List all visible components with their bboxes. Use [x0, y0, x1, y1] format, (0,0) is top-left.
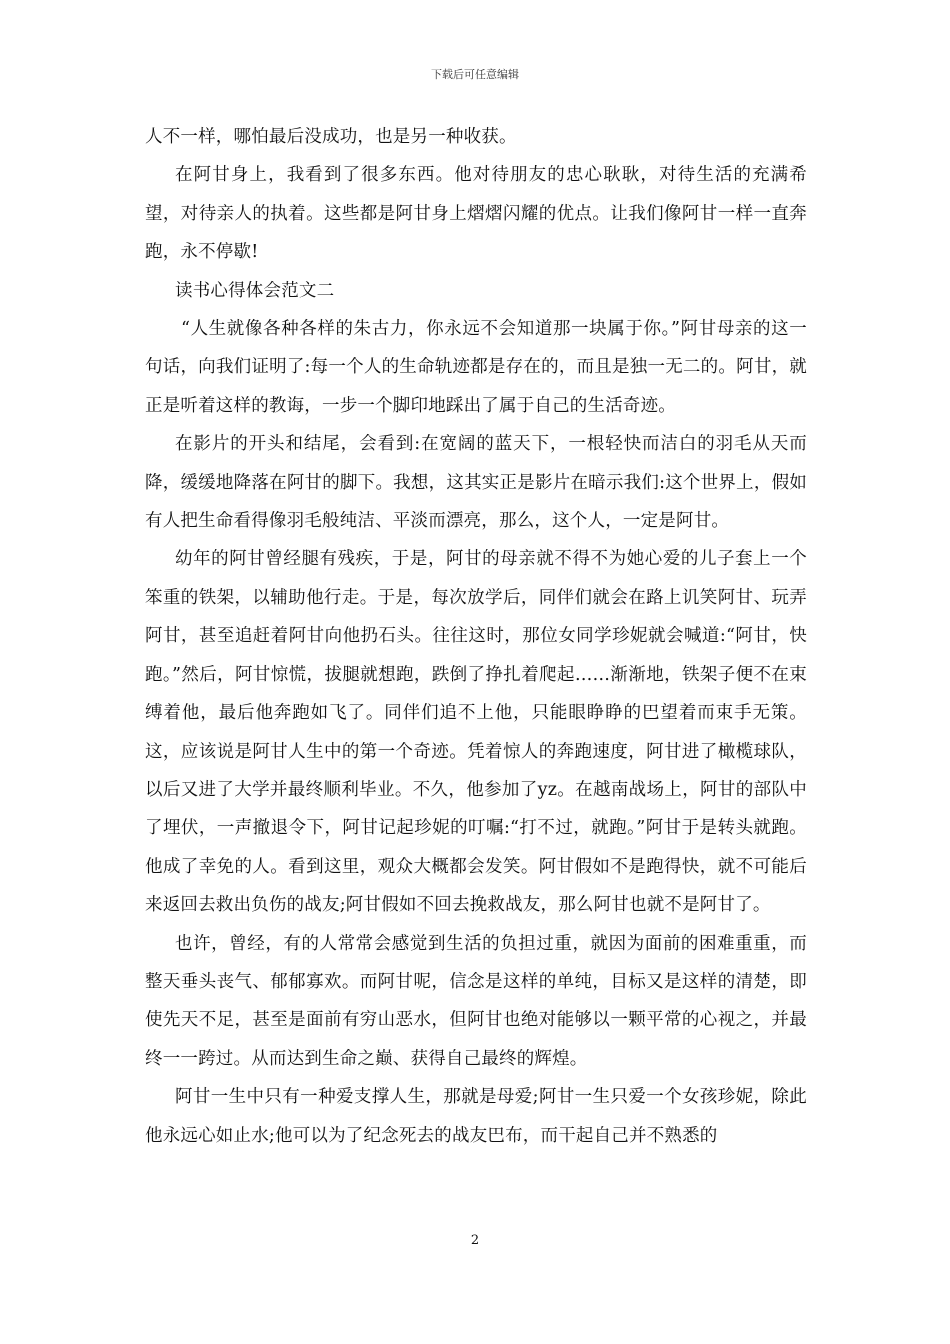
paragraph-childhood: 幼年的阿甘曾经腿有残疾，于是，阿甘的母亲就不得不为她心爱的儿子套上一个笨重的铁架，以辅助他行走。于是，每次放学后，同伴们就会在路上讥笑阿甘、玩弄阿甘，甚至追赶着阿甘向他扔石头。往往这时，那位女同学珍妮就会喊道:“阿甘，快跑。”然后，阿甘惊慌，拔腿就想跑，跌倒了挣扎着爬起……渐渐地，铁架子便不在束缚着他，最后他奔跑如飞了。同伴们追不上他，只能眼睁睁的巴望着而束手无策。这，应该说是阿甘人生中的第一个奇迹。凭着惊人的奔跑速度，阿甘进了橄榄球队，以后又进了大学并最终顺利毕业。不久，他参加了yz。在越南战场上，阿甘的部队中了埋伏，一声撤退令下，阿甘记起珍妮的叮嘱:“打不过，就跑。”阿甘于是转头就跑。他成了幸免的人。看到这里，观众大概都会发笑。阿甘假如不是跑得快，就不可能后来返回去救出负伤的战友;阿甘假如不回去挽救战友，那么阿甘也就不是阿甘了。 [145, 549, 807, 916]
document-body [145, 118, 807, 1155]
paragraph-belief: 也许，曾经，有的人常常会感觉到生活的负担过重，就因为面前的困难重重，而整天垂头丧气、郁郁寡欢。而阿甘呢，信念是这样的单纯，目标又是这样的清楚，即使先天不足，甚至是面前有穷山恶水，但阿甘也绝对能够以一颗平常的心视之，并最终一一跨过。从而达到生命之巅、获得自己最终的辉煌。 [145, 933, 807, 1069]
paragraph-continuation: 人不一样，哪怕最后没成功，也是另一种收获。 [145, 127, 517, 147]
paragraph-gump-virtues: 在阿甘身上，我看到了很多东西。他对待朋友的忠心耿耿，对待生活的充满希望，对待亲人的执着。这些都是阿甘身上熠熠闪耀的优点。让我们像阿甘一样一直奔跑，永不停歇! [145, 165, 807, 263]
paragraph-chocolate-quote: “人生就像各种各样的朱古力，你永远不会知道那一块属于你。”阿甘母亲的这一句话，向我们证明了:每一个人的生命轨迹都是存在的，而且是独一无二的。阿甘，就正是听着这样的教诲，一步一个脚印地踩出了属于自己的生活奇迹。 [145, 319, 807, 416]
page-header: 下载后可任意编辑 [431, 68, 519, 81]
section-heading: 读书心得体会范文二 [175, 280, 335, 301]
page-number: 2 [470, 1233, 480, 1248]
paragraph-feather: 在影片的开头和结尾，会看到:在宽阔的蓝天下，一根轻快而洁白的羽毛从天而降，缓缓地降落在阿甘的脚下。我想，这其实正是影片在暗示我们:这个世界上，假如有人把生命看得像羽毛般纯洁、平淡而漂亮，那么，这个人，一定是阿甘。 [145, 434, 807, 532]
paragraph-love: 阿甘一生中只有一种爱支撑人生，那就是母爱;阿甘一生只爱一个女孩珍妮，除此他永远心如止水;他可以为了纪念死去的战友巴布，而干起自己并不熟悉的 [145, 1087, 807, 1146]
